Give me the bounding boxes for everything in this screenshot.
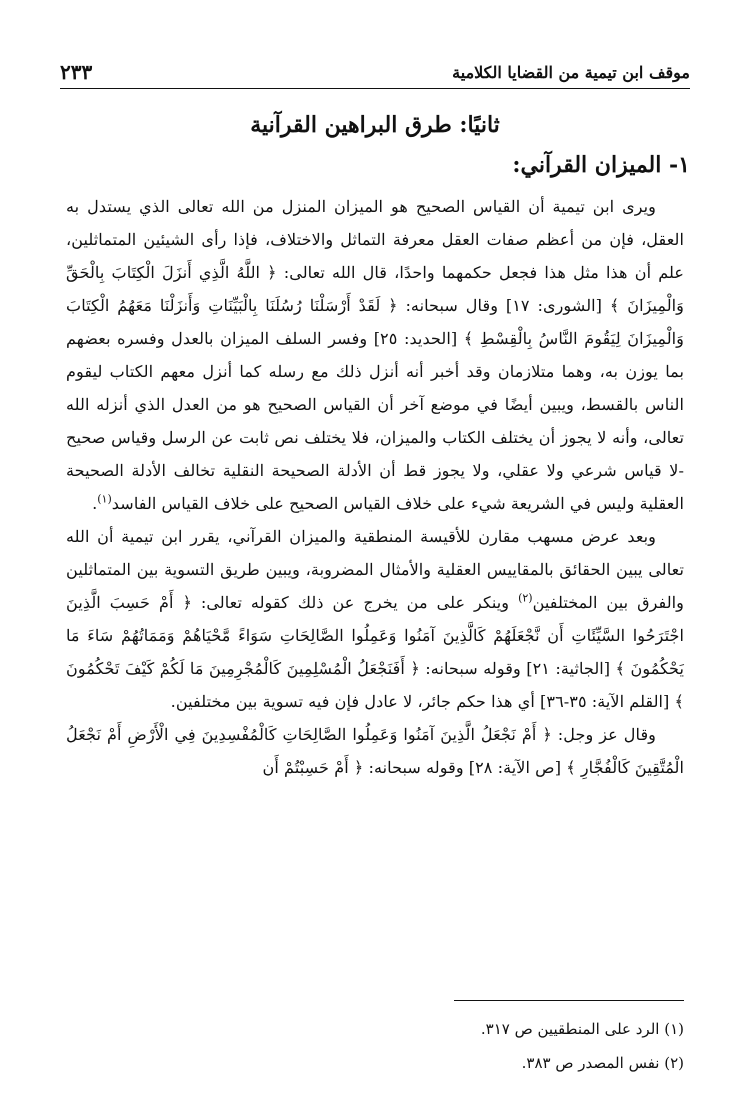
footnotes bbox=[66, 1012, 684, 1080]
paragraph bbox=[66, 190, 684, 520]
running-head-title: موقف ابن تيمية من القضايا الكلامية bbox=[452, 62, 690, 82]
paragraph-text-end: . bbox=[92, 494, 98, 513]
page-number: ٢٣٣ bbox=[60, 60, 93, 84]
footnote-rule bbox=[454, 1000, 684, 1001]
section-title: ثانيًا: طرق البراهين القرآنية bbox=[250, 112, 500, 138]
footnote-ref: (٢) bbox=[518, 591, 533, 605]
header-rule bbox=[60, 88, 690, 89]
running-head bbox=[60, 58, 690, 86]
paragraph-text: وقال عز وجل: ﴿ أَمْ نَجْعَلُ الَّذِينَ آمَنُوا وَعَمِلُوا الصَّالِحَاتِ كَالْمُفْسِدِينَ فِي الْأَرْضِ أَمْ نَجْعَلُ الْمُتَّقِينَ كَالْفُجَّارِ ﴾ [ص الآية: ٢٨] وقوله سبحانه: ﴿ أَمْ حَسِبْتُمْ أَن bbox=[66, 725, 684, 777]
paragraph bbox=[66, 718, 684, 784]
subheading: ١- الميزان القرآني: bbox=[512, 152, 690, 178]
paragraph-text-end: وينكر على من يخرج عن ذلك كقوله تعالى: ﴿ أَمْ حَسِبَ الَّذِينَ اجْتَرَحُوا السَّيِّئَاتِ أَن نَّجْعَلَهُمْ كَالَّذِينَ آمَنُوا وَعَمِلُوا الصَّالِحَاتِ سَوَاءً مَّحْيَاهُمْ وَمَمَاتُهُمْ سَاءَ مَا يَحْكُمُونَ ﴾ [الجاثية: ٢١] وقوله سبحانه: ﴿ أَفَنَجْعَلُ الْمُسْلِمِينَ كَالْمُجْرِمِينَ مَا لَكُمْ كَيْفَ تَحْكُمُونَ ﴾ [القلم الآية: ٣٥-٣٦] أي هذا حكم جائر، لا عادل فإن فيه تسوية بين مختلفين. bbox=[66, 593, 684, 711]
footnote: (٢) نفس المصدر ص ٣٨٣. bbox=[521, 1054, 684, 1072]
body-text bbox=[66, 190, 684, 784]
paragraph-text: ويرى ابن تيمية أن القياس الصحيح هو الميزان المنزل من الله تعالى الذي يستدل به العقل، فإن من أعظم صفات العقل معرفة التماثل والاختلاف، فإذا رأى الشيئين المتماثلين، علم أن هذا مثل هذا فجعل حكمهما واحدًا، قال الله تعالى: ﴿ اللَّهُ الَّذِي أَنزَلَ الْكِتَابَ بِالْحَقِّ وَالْمِيزَانَ ﴾ [الشورى: ١٧] وقال سبحانه: ﴿ لَقَدْ أَرْسَلْنَا رُسُلَنَا بِالْبَيِّنَاتِ وَأَنزَلْنَا مَعَهُمُ الْكِتَابَ وَالْمِيزَانَ لِيَقُومَ النَّاسُ بِالْقِسْطِ ﴾ [الحديد: ٢٥] وفسر السلف الميزان بالعدل وفسره بعضهم بما يوزن به، وهما متلازمان وقد أخبر أنه أنزل ذلك مع رسله كما أنزل معهم الكتاب ليقوم الناس بالقسط، ويبين أيضًا في موضع آخر أن القياس الصحيح هو من العدل الذي أنزله الله تعالى، وأنه لا يجوز أن يختلف الكتاب والميزان، فلا يختلف نص ثابت عن الرسل وقياس صحيح -لا قياس شرعي ولا عقلي، ولا يجوز قط أن الأدلة الصحيحة النقلية تخالف الأدلة الصحيحة العقلية وليس في الشريعة شيء على خلاف القياس الصحيح على خلاف القياس الفاسد bbox=[66, 197, 684, 513]
footnote: (١) الرد على المنطقيين ص ٣١٧. bbox=[480, 1020, 684, 1038]
paragraph-text: وبعد عرض مسهب مقارن للأقيسة المنطقية والميزان القرآني، يقرر ابن تيمية أن الله تعالى يبين الحقائق بالمقاييس العقلية والأمثال المضروبة، ويبين طريق التسوية بين المتماثلين والفرق بين المختلفين bbox=[66, 527, 684, 612]
footnote-ref: (١) bbox=[97, 492, 112, 506]
paragraph bbox=[66, 520, 684, 718]
